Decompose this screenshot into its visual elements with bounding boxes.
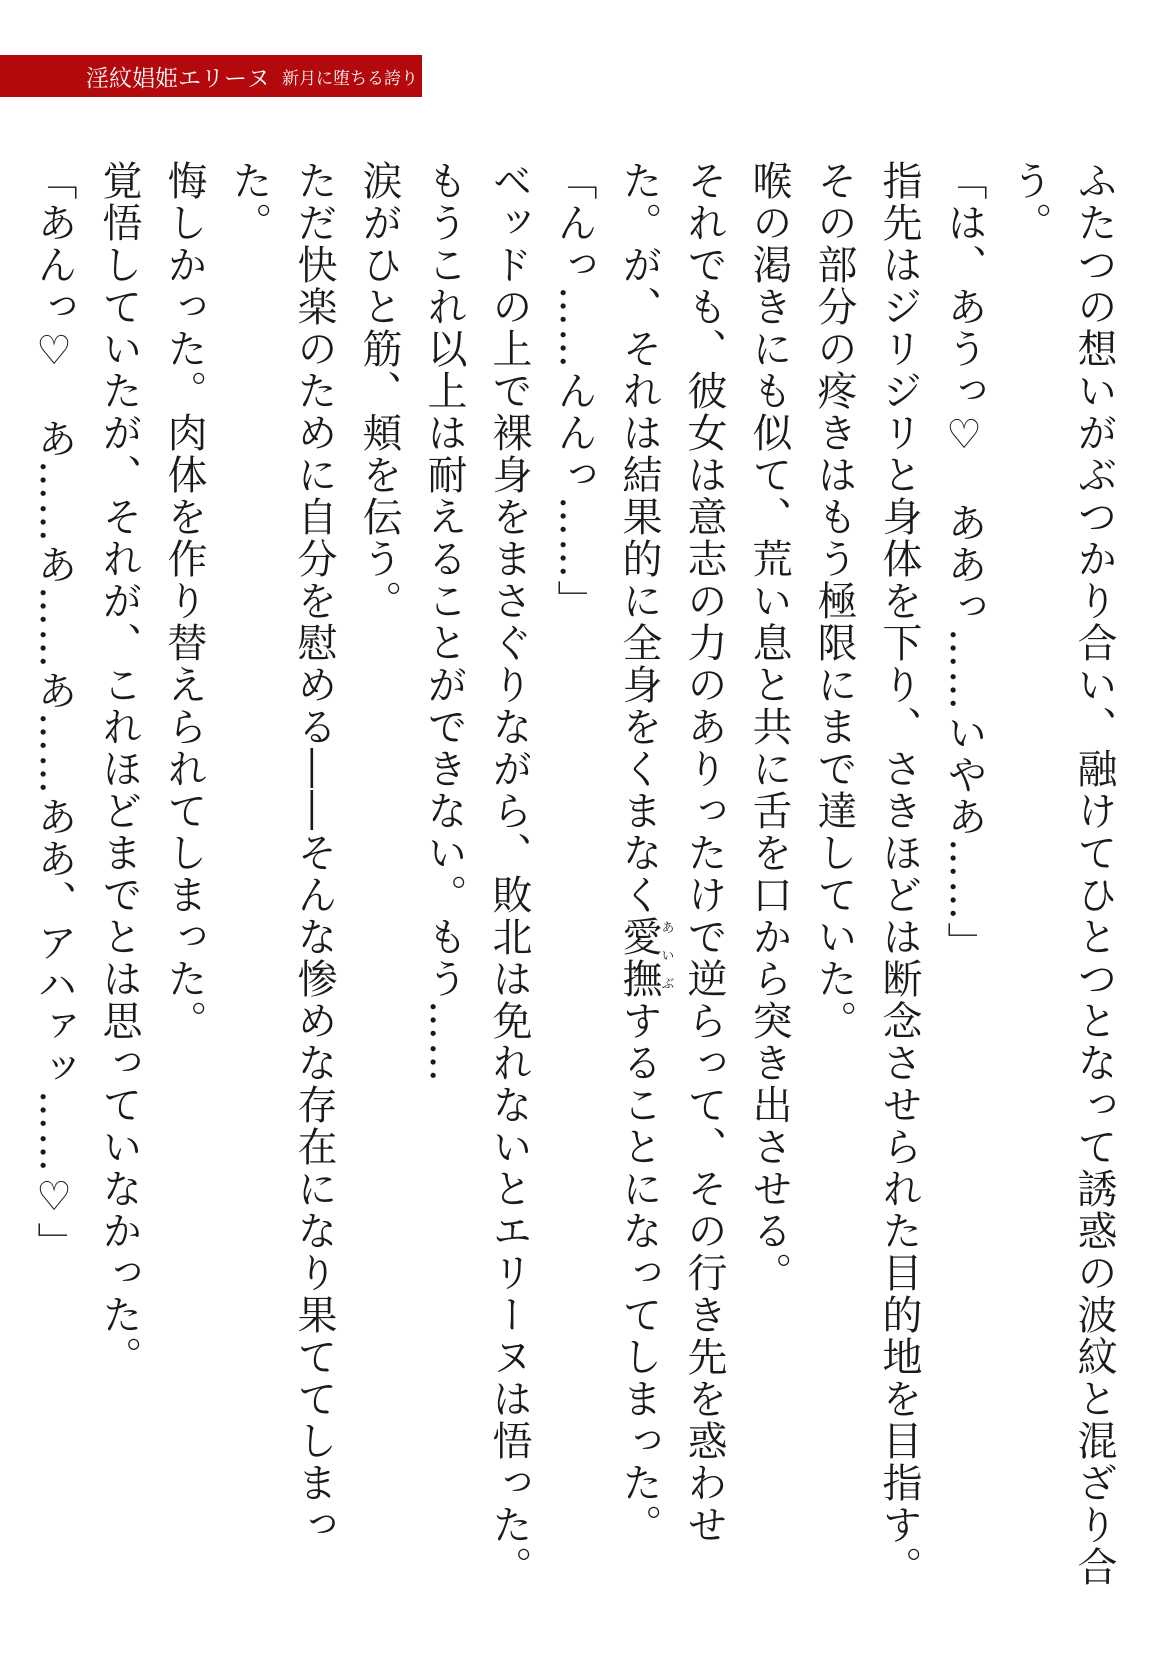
- paragraph: その部分の疼きはもう極限にまで達していた。: [811, 160, 857, 1042]
- dialogue-line: 「あんっ♡ あ……あ……あ……ああ、アハァッ……♡」: [31, 160, 77, 1264]
- book-title: 淫紋娼姫エリーヌ: [86, 65, 270, 92]
- paragraph: 覚悟していたが、それが、これほどまでとは思っていなかった。: [96, 160, 142, 1378]
- text-segment: それは結果的に全身をくまなく: [616, 328, 662, 916]
- chapter-title: 新月に堕ちる誇り: [282, 68, 418, 89]
- dialogue-line: 「は、あうっ♡ ああっ……いやあ……」: [941, 160, 987, 964]
- text-segment: することになってしまった。: [616, 1000, 662, 1546]
- paragraph: [606, 160, 736, 1620]
- paragraph: 喉の渇きにも似て、荒い息と共に舌を口から突き出させる。: [746, 160, 792, 1294]
- paragraph: 悔しかった。肉体を作り替えられてしまった。: [161, 160, 207, 1042]
- paragraph: ただ快楽のために自分を慰める――そんな惨めな存在になり果ててしまった。: [226, 160, 337, 1546]
- vertical-body-text: [31, 160, 1126, 1620]
- header-band: [0, 55, 422, 97]
- text-segment: それでも、彼女は意志の力のありったけで逆らって、その行き先を惑わせた。が、: [616, 160, 727, 1546]
- paragraph: ふたつの想いがぶつかり合い、融けてひとつとなって誘惑の波紋と混ざり合う。: [1006, 160, 1117, 1588]
- paragraph: 指先はジリジリと身体を下り、さきほどは断念させられた目的地を目指す。: [876, 160, 922, 1588]
- ruby-base: 愛撫: [616, 916, 662, 1000]
- ruby-reading: あいぶ: [658, 916, 674, 1000]
- dialogue-line: 「んっ……んんっ……」: [551, 160, 597, 622]
- paragraph: もうこれ以上は耐えることができない。もう……: [421, 160, 467, 1084]
- paragraph: ベッドの上で裸身をまさぐりながら、敗北は免れないとエリーヌは悟った。: [486, 160, 532, 1588]
- ruby-annotation: [616, 916, 674, 1000]
- paragraph: 涙がひと筋、頬を伝う。: [356, 160, 402, 622]
